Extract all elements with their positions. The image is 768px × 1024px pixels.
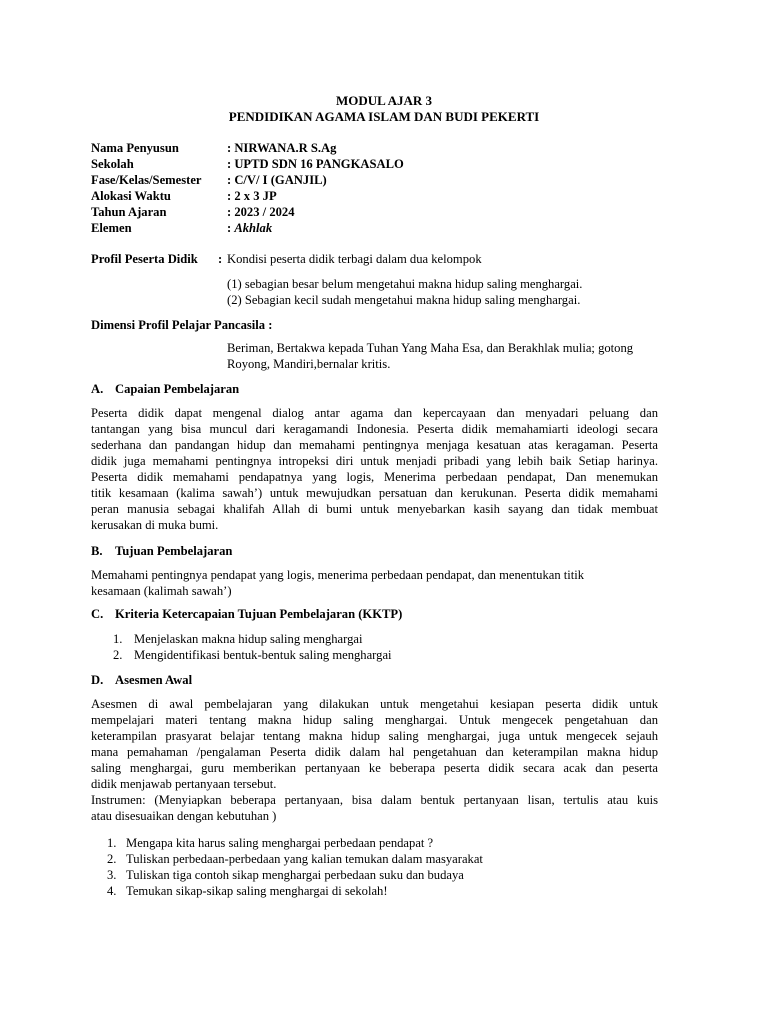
question-item bbox=[107, 867, 667, 883]
section-letter: D. bbox=[91, 673, 104, 687]
section-c-heading bbox=[91, 606, 402, 622]
meta-row-elemen bbox=[91, 220, 691, 236]
paragraph-line: mempelajari materi tentang makna hidup saling menghargai. Untuk mengecek pengetahuan dan bbox=[91, 713, 658, 727]
list-number: 2. bbox=[107, 852, 117, 866]
section-d-body bbox=[91, 696, 658, 824]
paragraph-line: Asesmen di awal pembelajaran yang dilakukan untuk mengetahui kesiapan peserta didik untuk bbox=[91, 697, 658, 711]
dimensi-line-1: Beriman, Bertakwa kepada Tuhan Yang Maha Esa, dan Berakhlak mulia; gotong bbox=[227, 341, 634, 355]
section-letter: B. bbox=[91, 544, 103, 558]
section-title: Capaian Pembelajaran bbox=[115, 382, 240, 396]
question-item bbox=[107, 835, 667, 851]
paragraph-line: Peserta didik memahami pendapatnya yang logis, Menerima perbedaan pendapat, Dan menemukan bbox=[91, 470, 658, 484]
section-title: Asesmen Awal bbox=[115, 673, 193, 687]
meta-value-italic: Akhlak bbox=[234, 221, 273, 235]
meta-value: : C/V/ I (GANJIL) bbox=[227, 173, 327, 187]
section-b-body bbox=[91, 567, 671, 599]
question-item bbox=[107, 851, 667, 867]
list-number: 4. bbox=[107, 884, 117, 898]
dimensi-label: Dimensi Profil Pelajar Pancasila : bbox=[91, 318, 273, 332]
list-text: Mengapa kita harus saling menghargai perbedaan pendapat ? bbox=[126, 836, 434, 850]
profil-intro: Kondisi peserta didik terbagi dalam dua kelompok bbox=[227, 252, 482, 266]
paragraph-line: didik juga memahami pentingnya intropeksi diri untuk menjadi pribadi yang lebih baik Setiap harinya. bbox=[91, 454, 658, 468]
meta-row-tahun bbox=[91, 204, 691, 220]
list-text: Temukan sikap-sikap saling menghargai di sekolah! bbox=[126, 884, 388, 898]
meta-value-prefix: : bbox=[227, 221, 235, 235]
dimensi-line-2: Royong, Mandiri,bernalar kritis. bbox=[227, 357, 391, 371]
meta-label: Sekolah bbox=[91, 157, 134, 171]
meta-value bbox=[227, 220, 272, 236]
meta-row-sekolah bbox=[91, 156, 691, 172]
section-a-heading bbox=[91, 381, 239, 397]
meta-label: Elemen bbox=[91, 221, 132, 235]
meta-value: : 2 x 3 JP bbox=[227, 189, 277, 203]
paragraph-line: Memahami pentingnya pendapat yang logis, menerima perbedaan pendapat, dan menentukan titik bbox=[91, 568, 585, 582]
paragraph-line: mana pemahaman /pengalaman Peserta didik dalam hal pengetahuan dan keterampilan makna hidup bbox=[91, 745, 658, 759]
paragraph-line: Instrumen: (Menyiapkan beberapa pertanyaan, bisa dalam bentuk pertanyaan lisan, tertulis atau kuis bbox=[91, 793, 658, 807]
section-d-heading bbox=[91, 672, 192, 688]
list-text: Tuliskan tiga contoh sikap menghargai perbedaan suku dan budaya bbox=[126, 868, 464, 882]
document-title-line2: PENDIDIKAN AGAMA ISLAM DAN BUDI PEKERTI bbox=[228, 109, 540, 124]
list-text: Mengidentifikasi bentuk-bentuk saling menghargai bbox=[134, 648, 392, 662]
profil-group-2: (2) Sebagian kecil sudah mengetahui makna hidup saling menghargai. bbox=[227, 293, 581, 307]
section-title: Kriteria Ketercapaian Tujuan Pembelajaran (KKTP) bbox=[115, 607, 403, 621]
meta-label: Tahun Ajaran bbox=[91, 205, 167, 219]
list-number: 2. bbox=[113, 648, 123, 662]
paragraph-line: kesamaan (kalimah sawah’) bbox=[91, 584, 232, 598]
meta-value: : UPTD SDN 16 PANGKASALO bbox=[227, 157, 404, 171]
kktp-item bbox=[113, 631, 673, 647]
meta-value: : 2023 / 2024 bbox=[227, 205, 295, 219]
meta-row-fase bbox=[91, 172, 691, 188]
section-letter: A. bbox=[91, 382, 104, 396]
paragraph-line: didik menjawab pertanyaan tersebut. bbox=[91, 777, 277, 791]
list-number: 3. bbox=[107, 868, 117, 882]
section-b-heading bbox=[91, 543, 232, 559]
meta-row-alokasi bbox=[91, 188, 691, 204]
meta-label: Alokasi Waktu bbox=[91, 189, 171, 203]
section-title: Tujuan Pembelajaran bbox=[115, 544, 233, 558]
profil-label: Profil Peserta Didik bbox=[91, 252, 198, 266]
list-text: Menjelaskan makna hidup saling menghargai bbox=[134, 632, 363, 646]
paragraph-line: kerusakan di muka bumi. bbox=[91, 518, 219, 532]
section-a-body bbox=[91, 405, 658, 533]
profil-group-1: (1) sebagian besar belum mengetahui makna hidup saling menghargai. bbox=[227, 277, 583, 291]
paragraph-line: peran manusia sebagai khalifah Allah di bumi untuk menyebarkan kasih sayang dan tidak membuat bbox=[91, 502, 658, 516]
section-letter: C. bbox=[91, 607, 104, 621]
meta-value: : NIRWANA.R S.Ag bbox=[227, 141, 337, 155]
list-number: 1. bbox=[107, 836, 117, 850]
paragraph-line: keterampilan prasyarat belajar tentang makna hidup saling menghargai, juga untuk mengecek sejauh bbox=[91, 729, 658, 743]
paragraph-line: atau disesuaikan dengan kebutuhan ) bbox=[91, 809, 277, 823]
list-text: Tuliskan perbedaan-perbedaan yang kalian temukan dalam masyarakat bbox=[126, 852, 483, 866]
question-item bbox=[107, 883, 667, 899]
meta-label: Nama Penyusun bbox=[91, 141, 179, 155]
list-number: 1. bbox=[113, 632, 123, 646]
meta-row-nama bbox=[91, 140, 691, 156]
meta-label: Fase/Kelas/Semester bbox=[91, 173, 202, 187]
paragraph-line: saling menghargai, guru memberikan pertanyaan ke beberapa peserta didik secara acak dan peserta bbox=[91, 761, 658, 775]
profil-row bbox=[91, 251, 691, 267]
document-title-line1: MODUL AJAR 3 bbox=[335, 93, 433, 108]
paragraph-line: Peserta didik dapat mengenal dialog antar agama dan kepercayaan dan menyadari peluang dan bbox=[91, 406, 658, 420]
paragraph-line: sederhana dan pandangan hidup dan memahami pentingnya menjaga kesatuan atas keragaman. Peserta bbox=[91, 438, 658, 452]
kktp-item bbox=[113, 647, 673, 663]
paragraph-line: titik kesamaan (kalima sawah’) untuk mewujudkan persatuan dan kerukunan. Peserta didik memahami bbox=[91, 486, 658, 500]
profil-colon: : bbox=[218, 252, 223, 266]
paragraph-line: tantangan yang bisa muncul dari keragamandi Indonesia. Peserta didik memahamiarti ideologi secara bbox=[91, 422, 658, 436]
